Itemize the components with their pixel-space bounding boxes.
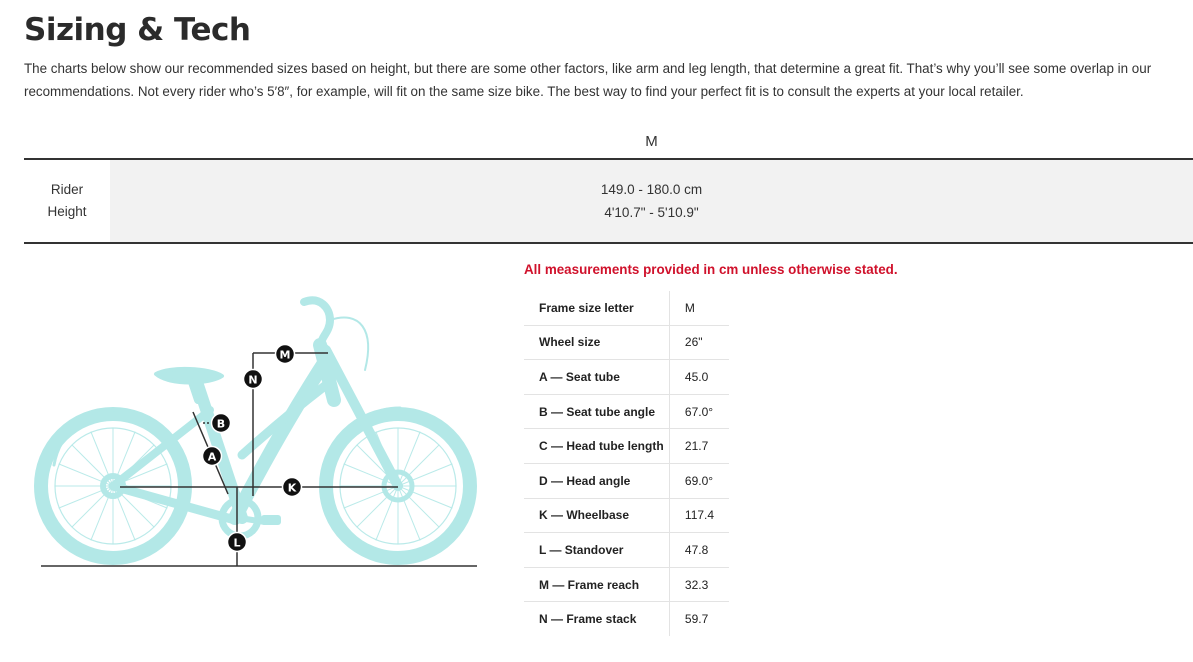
- table-bottom-rule: [24, 242, 1193, 244]
- row-value: 47.8: [669, 533, 729, 568]
- row-label: K — Wheelbase: [524, 498, 669, 533]
- row-value: 59.7: [669, 602, 729, 636]
- row-label: A — Seat tube: [524, 360, 669, 395]
- size-column-header: M: [645, 133, 658, 150]
- marker-n-letter: N: [248, 373, 258, 387]
- table-row: [524, 498, 729, 533]
- table-row: [524, 533, 729, 568]
- table-row: [524, 291, 729, 325]
- table-row: [524, 429, 729, 464]
- row-label: B — Seat tube angle: [524, 394, 669, 429]
- table-row: [524, 567, 729, 602]
- marker-m-icon: [276, 345, 295, 364]
- marker-a-letter: A: [207, 450, 217, 464]
- marker-a-icon: [203, 447, 222, 466]
- row-value: 67.0°: [669, 394, 729, 429]
- height-ft: 4'10.7" - 5'10.9": [604, 205, 699, 220]
- row-label: L — Standover: [524, 533, 669, 568]
- rider-height-cell: [110, 160, 1193, 242]
- height-cm: 149.0 - 180.0 cm: [600, 182, 703, 197]
- marker-k-icon: [283, 478, 302, 497]
- marker-l-letter: L: [233, 536, 241, 550]
- row-label: N — Frame stack: [524, 602, 669, 636]
- marker-b-letter: B: [216, 417, 226, 431]
- row-value: 117.4: [669, 498, 729, 533]
- geometry-table: [524, 291, 729, 636]
- table-row: [524, 463, 729, 498]
- row-value: M: [669, 291, 729, 325]
- rider-height-label: [24, 160, 110, 242]
- intro-text: The charts below show our recommended sizes based on height, but there are some other factors, like arm and leg length, that determine a great fit. That’s why you’ll see some overlap in our recommendations. Not every rider who’s 5′8″, for example, will fit on the same size bike. The best way to find your perfect fit is to consult the experts at your local retailer.: [24, 61, 1152, 99]
- row-value: 32.3: [669, 567, 729, 602]
- row-label: Frame size letter: [539, 300, 634, 315]
- bike-illustration: [41, 300, 470, 558]
- bike-geometry-diagram: [30, 290, 490, 575]
- row-label: Wheel size: [524, 325, 669, 360]
- table-row: [524, 394, 729, 429]
- page-title: Sizing & Tech: [24, 12, 251, 48]
- rider-label-line2: Height: [47, 204, 87, 219]
- table-row: [524, 602, 729, 636]
- measurement-notice: All measurements provided in cm unless otherwise stated.: [524, 262, 898, 277]
- marker-l-icon: [228, 533, 247, 552]
- row-value: 69.0°: [669, 463, 729, 498]
- table-row: [524, 325, 729, 360]
- rider-label-line1: Rider: [50, 182, 84, 197]
- marker-n-icon: [244, 370, 263, 389]
- row-value: 45.0: [669, 360, 729, 395]
- marker-k-letter: K: [287, 481, 297, 495]
- marker-m-letter: M: [279, 348, 291, 362]
- row-label: D — Head angle: [524, 463, 669, 498]
- table-row: [524, 360, 729, 395]
- row-value: 26": [669, 325, 729, 360]
- row-value: 21.7: [669, 429, 729, 464]
- row-label: C — Head tube length: [524, 429, 669, 464]
- row-label: M — Frame reach: [524, 567, 669, 602]
- marker-b-icon: [212, 414, 231, 433]
